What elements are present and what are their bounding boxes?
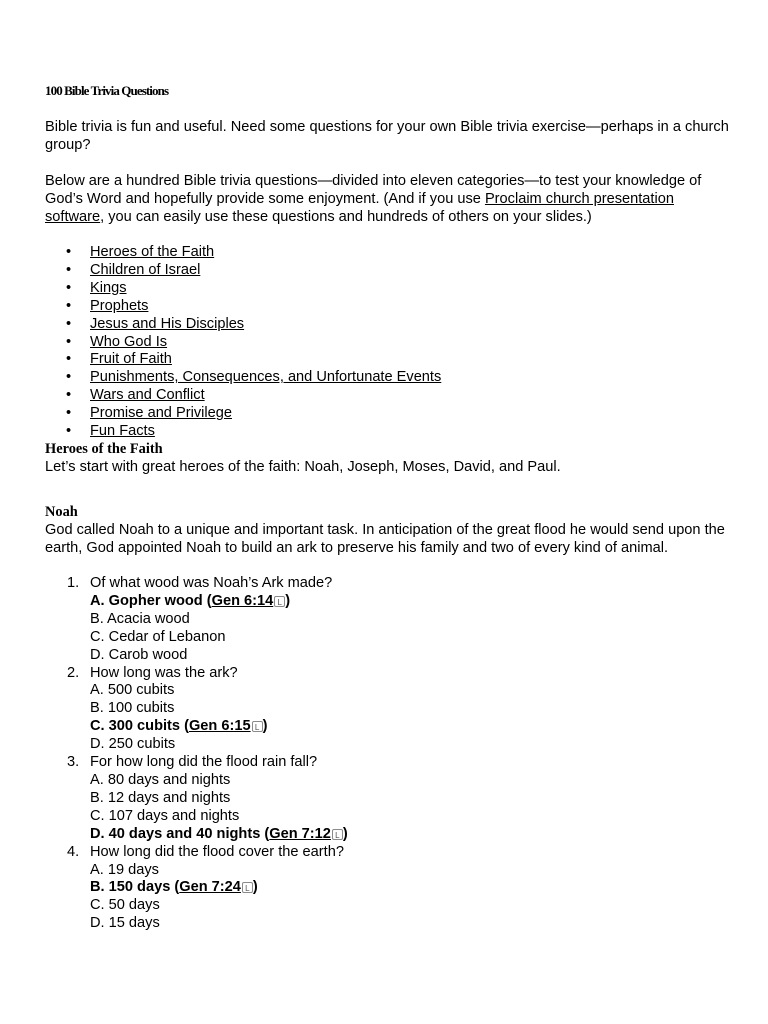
bullet-icon: •: [66, 423, 72, 440]
answer-option: [90, 629, 735, 647]
reference-link-icon[interactable]: L: [332, 829, 343, 840]
answer-option: [90, 790, 735, 808]
intro-paragraph: Bible trivia is fun and useful. Need some questions for your own Bible trivia exercise—perhaps in a church group?: [45, 119, 729, 153]
answer-text: A. 19 days: [90, 861, 159, 878]
question-text: How long did the flood cover the earth?: [90, 843, 344, 860]
answer-text: C. 300 cubits: [90, 718, 181, 735]
question-item: [45, 754, 735, 844]
answer-text: C. Cedar of Lebanon: [90, 628, 226, 645]
category-list-item: [45, 244, 441, 262]
answer-option: [90, 772, 735, 790]
scripture-reference-link[interactable]: Gen 6:15: [188, 718, 251, 735]
category-link[interactable]: Fun Facts: [90, 423, 155, 440]
answer-text: A. Gopher wood: [90, 592, 203, 609]
answer-option: [90, 862, 735, 880]
reference-link-icon[interactable]: L: [242, 882, 253, 893]
bullet-icon: •: [66, 369, 72, 386]
answer-text: D. 40 days and 40 nights: [90, 825, 261, 842]
scripture-reference-link[interactable]: Gen 7:24: [179, 879, 241, 896]
bullet-icon: •: [66, 387, 72, 404]
question-number: 1.: [67, 575, 80, 591]
intro2-text-before: Below are a hundred Bible trivia questions—divided into eleven categories—to test your knowledge of God’s Word and hopefully provide some enjoyment. (And if you use: [45, 173, 702, 207]
question-text: How long was the ark?: [90, 664, 238, 681]
answer-text: D. 15 days: [90, 915, 160, 932]
category-link[interactable]: Promise and Privilege: [90, 405, 232, 422]
category-link[interactable]: Punishments, Consequences, and Unfortunate Events: [90, 369, 442, 386]
category-list-item: [45, 316, 441, 334]
document-title: 100 Bible Trivia Questions: [45, 83, 169, 98]
answer-text: B. Acacia wood: [90, 610, 190, 627]
noah-intro: God called Noah to a unique and important task. In anticipation of the great flood he would send upon the earth, God appointed Noah to build an ark to preserve his family and two of every kind of animal.: [45, 522, 725, 556]
answer-option: [90, 915, 735, 933]
answer-text: C. 50 days: [90, 897, 160, 914]
answer-option-correct: A. Gopher wood (Gen 6:14 L ): [90, 592, 291, 609]
answer-text: D. 250 cubits: [90, 736, 176, 753]
category-list-item: [45, 405, 441, 423]
answer-text: C. 107 days and nights: [90, 807, 240, 824]
category-link[interactable]: Heroes of the Faith: [90, 244, 215, 260]
category-link[interactable]: Who God Is: [90, 333, 168, 350]
question-list: [45, 575, 735, 933]
category-list-item: [45, 280, 441, 298]
question-text: Of what wood was Noah’s Ark made?: [90, 575, 333, 591]
category-list-item: [45, 262, 441, 280]
answer-option: [90, 611, 735, 629]
question-item: [45, 665, 735, 755]
bullet-icon: •: [66, 261, 72, 278]
question-number: 4.: [67, 843, 80, 860]
answer-option: [90, 808, 735, 826]
scripture-reference-link[interactable]: Gen 7:12: [269, 825, 331, 842]
answer-option-correct: D. 40 days and 40 nights (Gen 7:12 L ): [90, 825, 348, 842]
answer-option: [90, 682, 735, 700]
category-list-item: [45, 334, 441, 352]
question-number: 2.: [67, 664, 80, 681]
category-link[interactable]: Jesus and His Disciples: [90, 315, 245, 332]
bullet-icon: •: [66, 405, 72, 422]
answer-text: A. 500 cubits: [90, 682, 175, 699]
answer-option-correct: C. 300 cubits (Gen 6:15 L ): [90, 718, 268, 735]
answer-option-correct: B. 150 days (Gen 7:24 L ): [90, 879, 258, 896]
bullet-icon: •: [66, 351, 72, 368]
category-link[interactable]: Prophets: [90, 297, 149, 314]
answer-option: [90, 647, 735, 665]
intro-paragraph-2: [45, 173, 735, 227]
heroes-heading: Heroes of the Faith: [45, 441, 163, 457]
heroes-intro: Let’s start with great heroes of the faith: Noah, Joseph, Moses, David, and Paul.: [45, 459, 561, 475]
bullet-icon: •: [66, 297, 72, 314]
answer-option: [90, 897, 735, 915]
category-link[interactable]: Wars and Conflict: [90, 387, 205, 404]
scripture-reference-link[interactable]: Gen 6:14: [211, 592, 274, 609]
answer-option: [90, 700, 735, 718]
category-list-item: [45, 351, 441, 369]
category-link[interactable]: Fruit of Faith: [90, 351, 172, 368]
category-list-item: [45, 423, 441, 441]
category-link[interactable]: Kings: [90, 279, 127, 296]
category-list-item: [45, 369, 441, 387]
category-link[interactable]: Children of Israel: [90, 261, 201, 278]
bullet-icon: •: [66, 315, 72, 332]
question-number: 3.: [67, 754, 80, 771]
answer-text: B. 100 cubits: [90, 700, 175, 717]
category-list-item: [45, 298, 441, 316]
answer-text: B. 12 days and nights: [90, 789, 231, 806]
noah-heading: Noah: [45, 504, 78, 520]
bullet-icon: •: [66, 279, 72, 296]
reference-link-icon[interactable]: L: [274, 596, 285, 607]
category-list: [45, 244, 441, 441]
bullet-icon: •: [66, 244, 72, 260]
answer-text: D. Carob wood: [90, 646, 188, 663]
answer-text: B. 150 days: [90, 879, 171, 896]
proclaim-software-link[interactable]: Proclaim church presentation software: [45, 190, 674, 225]
question-text: For how long did the flood rain fall?: [90, 754, 318, 771]
answer-option: [90, 736, 735, 754]
intro2-text-after: , you can easily use these questions and hundreds of others on your slides.): [100, 208, 592, 225]
bullet-icon: •: [66, 333, 72, 350]
reference-link-icon[interactable]: L: [252, 721, 263, 732]
answer-text: A. 80 days and nights: [90, 771, 231, 788]
question-item: [45, 844, 735, 934]
question-item: [45, 575, 735, 665]
category-list-item: [45, 387, 441, 405]
